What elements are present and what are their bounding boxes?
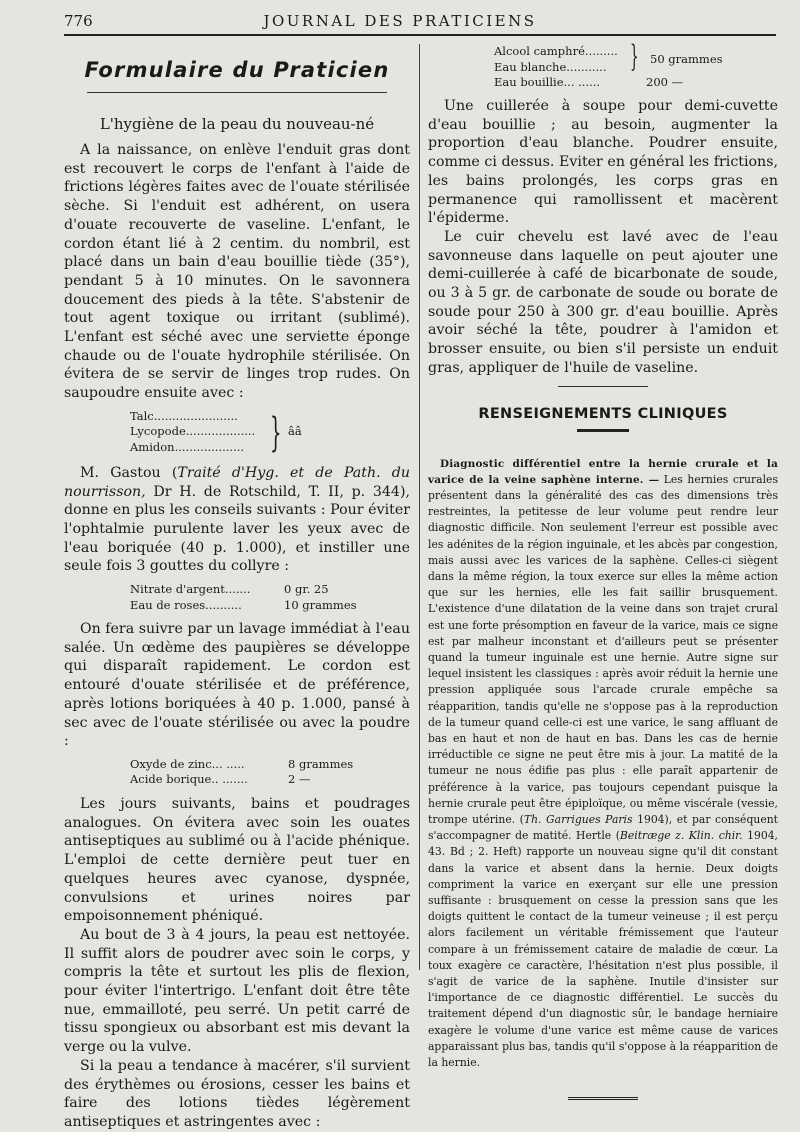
- text-run: M. Gastou (: [80, 464, 178, 481]
- end-rule: [568, 1097, 638, 1102]
- text-run: 1904), et par conséquent s'accompagner de matité. Hertle (: [428, 813, 778, 843]
- brace: }: [270, 409, 282, 456]
- paragraph-cord: On fera suivre par un lavage immédiat à l'eau salée. Un œdème des paupières se développe qui disparaît rapidement. Le cordon est entouré d'ouate stérilisée et de préférence, après lotions boriquées à 40 p. 1.000, pansé à sec avec de l'ouate stérilisée ou avec la poudre :: [64, 621, 410, 750]
- clinical-lead: Diagnostic différentiel entre la hernie crurale et la varice de la veine saphène interne. —: [428, 457, 778, 486]
- column-divider: [419, 44, 420, 970]
- brace: }: [630, 39, 639, 74]
- reference-citation: Beitræge z. Klin. chir.: [619, 829, 743, 843]
- paragraph-days: Les jours suivants, bains et poudrages analogues. On évitera avec soin les ouates antiseptiques au sublimé ou à l'acide phénique. L'emploi de cette dernière peut tuer en quelques heures avec cyanose, dyspnée, convulsions et urines noires par empoisonnement phéniqué.: [64, 795, 410, 925]
- section-title: Formulaire du Praticien: [84, 58, 390, 82]
- formula-lotion: [494, 39, 778, 91]
- formula-item: Nitrate d'argent.......: [130, 582, 251, 597]
- formula-collyre: [130, 582, 410, 613]
- text-run: Dr H. de Rotschild, T. II, p. 344), donne en plus les conseils suivants : Pour éviter l'ophtalmie purulente laver les yeux avec de l'eau boriquée (40 p. 1.000), et instiller une seule fois 3 gouttes du collyre :: [64, 483, 410, 575]
- paragraph-scalp: Le cuir chevelu est lavé avec de l'eau savonneuse dans laquelle on peut ajouter une demi-cuillerée à café de bicarbonate de soude, ou 3 à 5 gr. de carbonate de soude ou borate de soude pour 250 à 300 gr. d'eau bouillie. Après avoir séché la tête, poudrer à l'amidon et brosser ensuite, ou bien s'il persiste un enduit gras, appliquer de l'huile de vaseline.: [428, 228, 778, 376]
- paragraph-maceration: Si la peau a tendance à macérer, s'il survient des érythèmes ou érosions, cesser les bains et faire des lotions tièdes légèrement antiseptiques et astringentes avec :: [64, 1057, 410, 1130]
- title-rule: [87, 92, 387, 93]
- formula-item: Amidon...................: [130, 439, 245, 454]
- reference-title: Traité d'Hyg. et de Path. du nourrisson,: [64, 464, 410, 500]
- page-number: 776: [64, 12, 93, 30]
- formula-item: Alcool camphré.........: [494, 44, 618, 58]
- formula-row: [130, 757, 410, 773]
- left-column: [64, 44, 410, 1132]
- paragraph-intro: A la naissance, on enlève l'enduit gras dont est recouvert le corps de l'enfant à l'aide de frictions légères faites avec de l'ouate stérilisée sèche. Si l'enduit est adhérent, on usera d'ouate recouverte de vaseline. L'enfant, le cordon étant lié à 2 centim. du nombril, est placé dans un bain d'eau bouillie tiède (35°), pendant 5 à 10 minutes. On le savonnera doucement des pieds à la tête. S'abstenir de tout agent toxique ou irritant (sublimé). L'enfant est séché avec une serviette éponge chaude ou de l'ouate hydrophile stérilisée. On évitera de se servir de linges trop rudes. On saupoudre ensuite avec :: [64, 142, 410, 402]
- formula-item: Eau de roses..........: [130, 597, 242, 612]
- paragraph-cleaning: Au bout de 3 à 4 jours, la peau est nettoyée. Il suffit alors de poudrer avec soin le corps, y compris la tête et surtout les plis de flexion, pour éviter l'intertrigo. L'enfant doit être tête nue, emmailloté, peu serré. Un petit carré de tissu spongieux ou absorbant est mis devant la verge ou la vulve.: [64, 926, 410, 1056]
- formula-row: [130, 772, 410, 788]
- formula-quantity: 2 —: [288, 772, 311, 787]
- formula-quantity: 200 —: [646, 75, 684, 89]
- formula-item: Acide borique.. .......: [130, 772, 248, 787]
- text-run: 1904, 43. Bd ; 2. Heft) rapporte un nouveau signe qu'il dit constant dans la varice et absent dans la hernie. Deux doigts compriment la varice en exerçant sur elle une pression suffisante : brusquement on cesse la pression sans que les doigts quittent le contact de la tumeur veineuse ; il est perçu alors facilement un véritable frémissement que l'auteur compare à un frémissement cataire de maladie de cœur. La toux exagère ce caractère, l'hésitation n'est plus possible, il s'agit de varice de la saphène. Inutile d'insister sur l'importance de ce diagnostic différentiel. Le succès du traitement dépend d'un diagnostic sûr, le bandage herniaire exagère le volume d'une varice est même cause de varices apparaissant plus bas, tandis qu'il s'oppose à la réapparition de la hernie.: [428, 829, 778, 1070]
- article-heading: L'hygiène de la peau du nouveau-né: [99, 115, 375, 133]
- page-header: [0, 0, 800, 40]
- paragraph-spoon: Une cuillerée à soupe pour demi-cuvette d'eau bouillie ; au besoin, augmenter la proportion d'eau blanche. Poudrer ensuite, comme ci dessus. Eviter en général les frictions, les bains prolongés, les corps gras en permanence qui ramollissent et macèrent l'épiderme.: [428, 98, 778, 227]
- formula-quantity: 0 gr. 25: [284, 582, 329, 597]
- formula-quantity: 8 grammes: [288, 756, 354, 771]
- heading-rule: [577, 429, 629, 432]
- formula-row: [130, 598, 410, 614]
- formula-item: Eau bouillie... ......: [494, 75, 601, 89]
- formula-item: Talc.......................: [130, 408, 238, 423]
- formula-item: Lycopode...................: [130, 424, 256, 439]
- formula-item: Oxyde de zinc... .....: [130, 756, 245, 771]
- right-column: [428, 39, 778, 1102]
- formula-row: [494, 75, 778, 91]
- formula-quantity: 50 grammes: [650, 52, 723, 66]
- formula-quantity: 10 grammes: [284, 597, 357, 612]
- formula-item: Eau blanche...........: [494, 59, 607, 74]
- section-rule: [558, 386, 648, 387]
- formula-powder: [130, 409, 410, 457]
- formula-zinc: [130, 757, 410, 788]
- formula-quantity: ââ: [288, 423, 302, 438]
- clinical-heading: RENSEIGNEMENTS CLINIQUES: [478, 405, 728, 422]
- reference-citation: Th. Garrigues Paris: [523, 813, 633, 827]
- clinical-paragraph: [428, 456, 778, 1072]
- journal-title: JOURNAL DES PRATICIENS: [263, 12, 537, 30]
- formula-row: [130, 582, 410, 598]
- text-run: Les hernies crurales présentent dans la généralité des cas des dimensions très restreintes, la petitesse de leur volume peut rendre leur diagnostic difficile. Non seulement l'erreur est possible avec les adénites de la région inguinale, et les abcès par congestion, mais aussi avec les varices de la saphène. Celles-ci siègent dans la même région, la toux exerce sur elles la même action que sur les hernies, elle les fait saillir brusquement. L'existence d'une dilatation de la veine dans son trajet crural est une forte présomption en faveur de la varice, mais ce signe est par malheur inconstant et d'ailleurs peut se présenter quand la tumeur inguinale est une hernie. Autre signe sur lequel insistent les classiques : après avoir réduit la hernie une pression appliquée sous l'arcade crurale empêche sa réapparition, tandis qu'elle ne s'oppose pas à la reproduction de la tumeur quand celle-ci est une varice, le sang affluant de bas en haut et non de haut en bas. Dans les cas de hernie irréductible ce signe ne peut être mis à jour. La matité de la tumeur ne nous édifie pas plus : elle paraît appartenir de préférence à la varice, pas toujours cependant puisque la hernie crurale peut être épiploïque, ou même viscérale (vessie, trompe utérine. (: [428, 472, 778, 827]
- header-rule: [64, 34, 776, 36]
- paragraph-gastou: [64, 464, 410, 576]
